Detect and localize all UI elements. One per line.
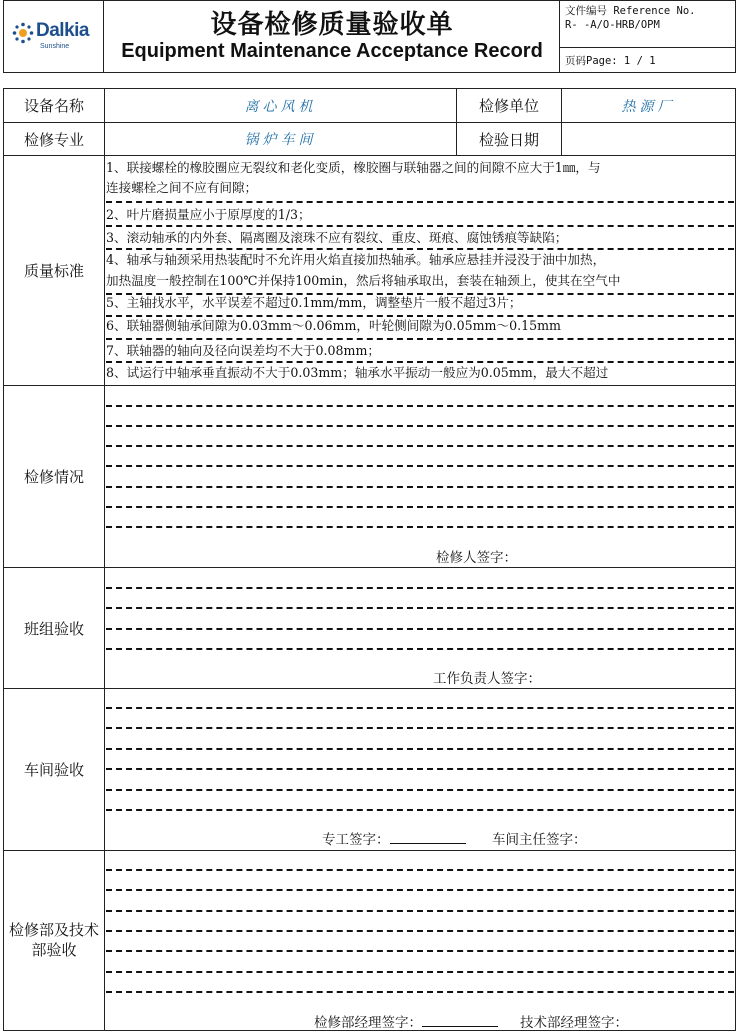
dashed-line <box>106 607 734 609</box>
logo-subtitle: Sunshine <box>40 43 70 50</box>
workshop-director-signature-label: 车间主任签字： <box>492 832 587 848</box>
quality-item: 7、联轴器的轴向及径向误差均不大于0.08mm； <box>106 343 381 358</box>
dashed-line <box>106 748 734 750</box>
reference-divider <box>560 47 736 48</box>
dashed-line <box>106 809 734 811</box>
quality-item: 连接螺栓之间不应有间隙； <box>106 180 258 195</box>
work-leader-signature-label: 工作负责人签字： <box>433 671 541 687</box>
maintenance-manager-signature <box>314 1011 498 1031</box>
dashed-line <box>106 506 734 508</box>
maintenance-manager-signature-label: 检修部经理签字： <box>314 1015 422 1031</box>
dashed-line <box>106 587 734 589</box>
dashed-line <box>106 768 734 770</box>
dashed-line <box>106 338 734 340</box>
specialty-label: 检修专业 <box>3 122 105 156</box>
quality-item: 5、主轴找水平，水平误差不超过0.1mm/mm，调整垫片一般不超过3片； <box>106 295 522 310</box>
dashed-line <box>106 727 734 729</box>
sun-logo-icon <box>12 22 34 44</box>
engineer-signature-label: 专工签字： <box>322 832 390 848</box>
dashed-line <box>106 889 734 891</box>
dashed-line <box>106 425 734 427</box>
dashed-line <box>106 869 734 871</box>
quality-item: 2、叶片磨损量应小于原厚度的1/3； <box>106 207 311 222</box>
repair-unit-label: 检修单位 <box>456 88 562 123</box>
inspection-date-value[interactable] <box>561 122 736 156</box>
logo-name: Dalkia <box>36 20 89 41</box>
quality-item: 3、滚动轴承的内外套、隔离圈及滚珠不应有裂纹、重皮、斑痕、腐蚀锈痕等缺陷； <box>106 230 568 245</box>
equipment-name-value: 离心风机 <box>104 88 457 123</box>
quality-item: 加热温度一般控制在100℃并保持100min，然后将轴承取出，套装在轴颈上，使其在空气中 <box>106 273 621 288</box>
title-english: Equipment Maintenance Acceptance Record <box>121 40 543 62</box>
dashed-line <box>106 201 734 203</box>
dashed-line <box>106 991 734 993</box>
dashed-line <box>106 405 734 407</box>
repair-situation-label: 检修情况 <box>3 385 105 568</box>
dashed-line <box>106 950 734 952</box>
specialty-value: 锅炉车间 <box>104 122 457 156</box>
quality-standard-label: 质量标准 <box>3 155 105 386</box>
dept-acceptance-label: 检修部及技术部验收 <box>8 921 99 959</box>
maintenance-manager-signature-line[interactable] <box>422 1014 498 1027</box>
quality-item: 1、联接螺栓的橡胶圈应无裂纹和老化变质，橡胶圈与联轴器之间的间隙不应大于1㎜，与 <box>106 160 601 175</box>
tech-manager-signature-label: 技术部经理签字： <box>520 1015 628 1031</box>
inspection-date-label: 检验日期 <box>456 122 562 156</box>
dashed-line <box>106 465 734 467</box>
page-number: 页码Page: 1 / 1 <box>565 55 656 67</box>
team-acceptance-label: 班组验收 <box>3 567 105 689</box>
engineer-signature <box>322 828 466 848</box>
dashed-line <box>106 648 734 650</box>
title-chinese: 设备检修质量验收单 <box>210 10 454 40</box>
dashed-line <box>106 910 734 912</box>
quality-item: 6、联轴器侧轴承间隙为0.03mm～0.06mm，叶轮侧间隙为0.05mm～0.15mm <box>106 318 561 333</box>
reference-code: R- -A/O-HRB/OPM <box>565 19 660 31</box>
repair-unit-value: 热源厂 <box>561 88 736 123</box>
dashed-line <box>106 930 734 932</box>
dashed-line <box>106 971 734 973</box>
repair-situation-cell[interactable] <box>104 385 736 568</box>
dashed-line <box>106 486 734 488</box>
dept-acceptance-cell[interactable] <box>104 850 736 1031</box>
equipment-name-label: 设备名称 <box>3 88 105 123</box>
quality-item: 8、试运行中轴承垂直振动不大于0.03mm；轴承水平振动一般应为0.05mm，最大不超过 <box>106 365 609 380</box>
quality-item: 4、轴承与轴颈采用热装配时不允许用火焰直接加热轴承。轴承应悬挂并浸没于油中加热， <box>106 252 606 267</box>
dashed-line <box>106 445 734 447</box>
dashed-line <box>106 789 734 791</box>
dashed-line <box>106 707 734 709</box>
repairer-signature-label: 检修人签字： <box>436 550 517 566</box>
dashed-line <box>106 628 734 630</box>
reference-number-label: 文件编号 Reference No. <box>565 5 696 17</box>
dashed-line <box>106 225 734 227</box>
engineer-signature-line[interactable] <box>390 831 466 844</box>
dashed-line <box>106 526 734 528</box>
workshop-acceptance-label: 车间验收 <box>3 688 105 851</box>
